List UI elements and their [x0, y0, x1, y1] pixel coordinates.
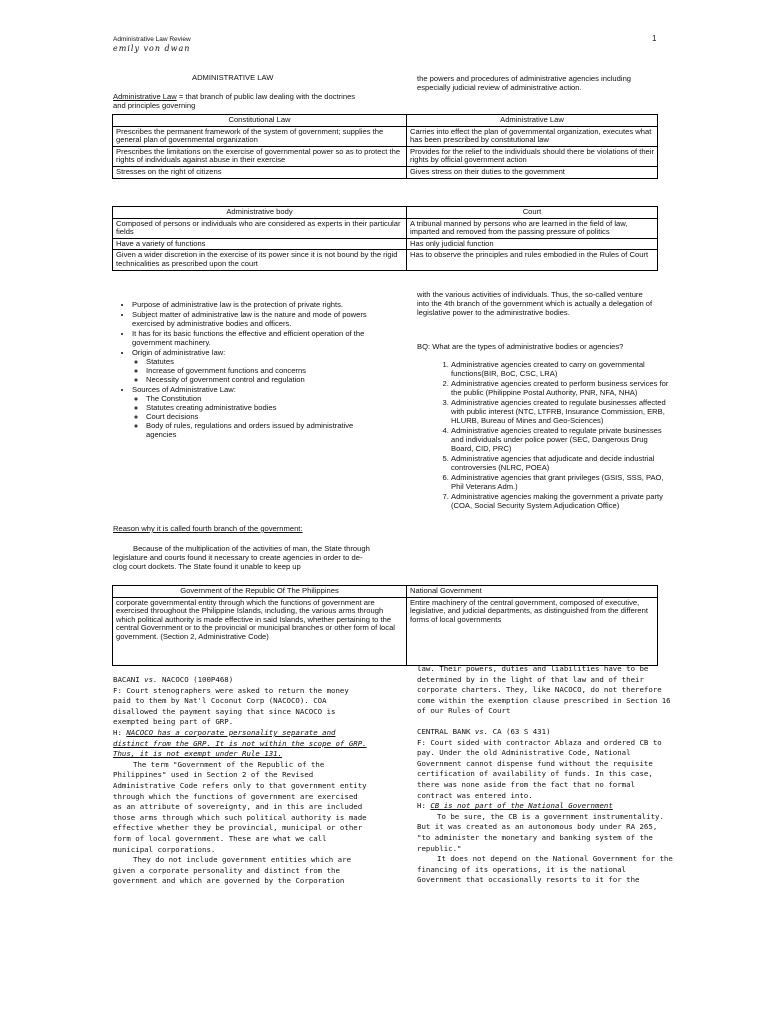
list-item: ◦ Statutes creating administrative bodies [146, 403, 374, 412]
case-held: H: CB is not part of the National Government [417, 801, 613, 811]
list-item: ◦ Court decisions [146, 412, 374, 421]
case-facts: F: Court sided with contractor Ablaza and ordered CB to pay. Under the old Administrative Code, National Government cannot dispense fund without the requisite certification of availability of funds. In this case, there was none aside from the fact that no formal contract was entered into. [417, 737, 662, 800]
table-cell: Prescribes the limitations on the exercise of governmental power so as to protect the rights of individuals against abuse in their exercise [113, 146, 407, 166]
table-row [113, 166, 658, 178]
list-item: • Purpose of administrative law is the protection of private rights. [132, 300, 374, 309]
table-cell: Provides for the relief to the individuals should there be violations of their rights by official government action [407, 146, 658, 166]
table-header: Court [407, 207, 658, 219]
table-cell: Prescribes the permanent framework of the system of government; supplies the general plan of governmental organization [113, 126, 407, 146]
case-paragraph: The term "Government of the Republic of the Philippines" used in Section 2 of the Revised Administrative Code refers only to that government entity through which the functions of government are exercised as an attribute of sovereignty, and in this are included those arms through which such political authority is made effective whether they be provincial, municipal or other form of local government. These are what we call municipal corporations. [113, 759, 367, 854]
list-item: 7. Administrative agencies making the government a private party (COA, Social Security System Adjudication Office) [451, 492, 672, 510]
reason-heading: Reason why it is called fourth branch of the government: [113, 524, 303, 533]
table-header-row [113, 586, 658, 598]
table-row [113, 126, 658, 146]
list-item [132, 348, 374, 384]
list-item: ◦ Statutes [146, 357, 374, 366]
origin-sublist [132, 357, 374, 384]
agency-types-list [417, 360, 672, 510]
definition-continuation: the powers and procedures of administrative agencies including especially judicial review of administrative action. [417, 74, 632, 92]
table-row [113, 146, 658, 166]
table-row [113, 238, 658, 250]
table-cell: Entire machinery of the central government, composed of executive, legislative, and judicial departments, as distinguished from the different forms of local governments [407, 597, 658, 665]
case-paragraph: It does not depend on the National Government for the financing of its operations, it is the national Government that occasionally resorts to it for the [417, 854, 673, 885]
definition-term: Administrative Law [113, 92, 177, 101]
table-cell: corporate governmental entity through which the functions of government are exercised throughout the Philippine Islands, including, the various arms through which political authority is made effective in said Islands, whether pertaining to the central Government or to the provincial or municipal branches or other form of local government. (Section 2, Administrative Code) [113, 597, 407, 665]
table-cell: Composed of persons or individuals who are considered as experts in their particular fields [113, 218, 407, 238]
document-header-title: Administrative Law Review [113, 36, 191, 43]
definition-text: = that branch of public law dealing with the doctrines and principles governing [113, 92, 356, 110]
list-item: 5. Administrative agencies that adjudicate and decide industrial controversies (NLRC, POEA) [451, 454, 672, 472]
list-item: 1. Administrative agencies created to carry on governmental functions(BIR, BoC, CSC, LRA) [451, 360, 672, 378]
administrative-body-vs-court-table [112, 206, 658, 271]
handwritten-signature: emily von dwan [113, 44, 191, 53]
list-item: ◦ Body of rules, regulations and orders issued by administrative agencies [146, 421, 374, 439]
table-row [113, 218, 658, 238]
bullet-section [112, 300, 374, 440]
list-item: • It has for its basic functions the effective and efficient operation of the government machinery. [132, 329, 374, 347]
case-continuation [417, 664, 673, 886]
case-bacani [113, 675, 369, 887]
case-title: CENTRAL BANK vs. CA (63 S 431) [417, 726, 551, 736]
table-cell: Have a variety of functions [113, 238, 407, 250]
table-cell: Carries into effect the plan of governmental organization, executes what has been prescribed by constitutional law [407, 126, 658, 146]
constitutional-vs-administrative-table [112, 114, 658, 179]
table-row [113, 597, 658, 665]
table-header: Government of the Republic Of The Philippines [113, 586, 407, 598]
section-title: ADMINISTRATIVE LAW [192, 73, 274, 82]
page-number: 1 [652, 34, 657, 43]
list-item: 4. Administrative agencies created to regulate private businesses and individuals under police power (SEC, Dangerous Drug Board, CID, PRC) [451, 426, 672, 453]
definition-paragraph [113, 92, 358, 110]
list-item: 2. Administrative agencies created to perform business services for the public (Philippine Postal Authority, PNR, NFA, NHA) [451, 379, 672, 397]
reason-continuation: with the various activities of individuals. Thus, the so-called venture into the 4th branch of the government which is actually a delegation of legislative power to the administrative bodies. [417, 290, 653, 317]
table-header-row [113, 207, 658, 219]
table-cell: Has to observe the principles and rules embodied in the Rules of Court [407, 250, 658, 270]
case-paragraph: They do not include government entities which are given a corporate personality and distinct from the government and which are governed by the Corporation [113, 855, 352, 886]
reason-body: Because of the multiplication of the activities of man, the State through legislature and courts found it necessary to create agencies in order to de-clog court dockets. The State found it unable to keep up [113, 544, 370, 571]
bq-section [417, 360, 672, 511]
case-facts: F: Court stenographers were asked to return the money paid to them by Nat'l Coconut Corp (NACOCO). COA disallowed the payment saying that since NACOCO is exempted being part of GRP. [113, 685, 349, 727]
list-item: ◦ Increase of government functions and concerns [146, 366, 374, 375]
bullet-list [112, 300, 374, 439]
table-cell: Gives stress on their duties to the government [407, 166, 658, 178]
case-paragraph: law. Their powers, duties and liabilities have to be determined by in the light of that law and of their corporate charters. They, like NACOCO, do not therefore come within the exemption clause prescribed in Section 16 of our Rules of Court [417, 664, 671, 716]
table-header: Administrative body [113, 207, 407, 219]
origin-label: Origin of administrative law: [132, 348, 226, 357]
table-header-row [113, 115, 658, 127]
table-row [113, 250, 658, 270]
list-item: 6. Administrative agencies that grant privileges (GSIS, SSS, PAO, Phil Veterans Adm.) [451, 473, 672, 491]
sources-label: Sources of Administrative Law: [132, 385, 236, 394]
list-item: ◦ The Constitution [146, 394, 374, 403]
case-held: H: NACOCO has a corporate personality separate and distinct from the GRP. It is not within the scope of GRP. Thus, it is not exempt under Rule 131. [113, 727, 367, 759]
government-definitions-table [112, 585, 658, 666]
table-cell: Stresses on the right of citizens [113, 166, 407, 178]
table-header: National Government [407, 586, 658, 598]
sources-sublist [132, 394, 374, 439]
list-item [132, 385, 374, 439]
table-header: Constitutional Law [113, 115, 407, 127]
table-cell: Has only judicial function [407, 238, 658, 250]
bq-question: BQ: What are the types of administrative bodies or agencies? [417, 342, 624, 351]
table-cell: A tribunal manned by persons who are learned in the field of law, imparted and removed from the passing pressure of politics [407, 218, 658, 238]
case-paragraph: To be sure, the CB is a government instrumentality. But it was created as an autonomous body under RA 265, "to administer the monetary and banking system of the republic." [417, 811, 664, 853]
table-cell: Given a wider discretion in the exercise of its power since it is not bound by the rigid technicalities as prescribed upon the court [113, 250, 407, 270]
case-title: BACANI vs. NACOCO (100P468) [113, 675, 234, 684]
list-item: ◦ Necessity of government control and regulation [146, 375, 374, 384]
table-header: Administrative Law [407, 115, 658, 127]
list-item: 3. Administrative agencies created to regulate businesses affected with public interest (NTC, LTFRB, Insurance Commission, ERB, HLURB, Bureau of Mines and Geo-Sciences) [451, 398, 672, 425]
list-item: • Subject matter of administrative law is the nature and mode of powers exercised by administrative bodies and officers. [132, 310, 374, 328]
